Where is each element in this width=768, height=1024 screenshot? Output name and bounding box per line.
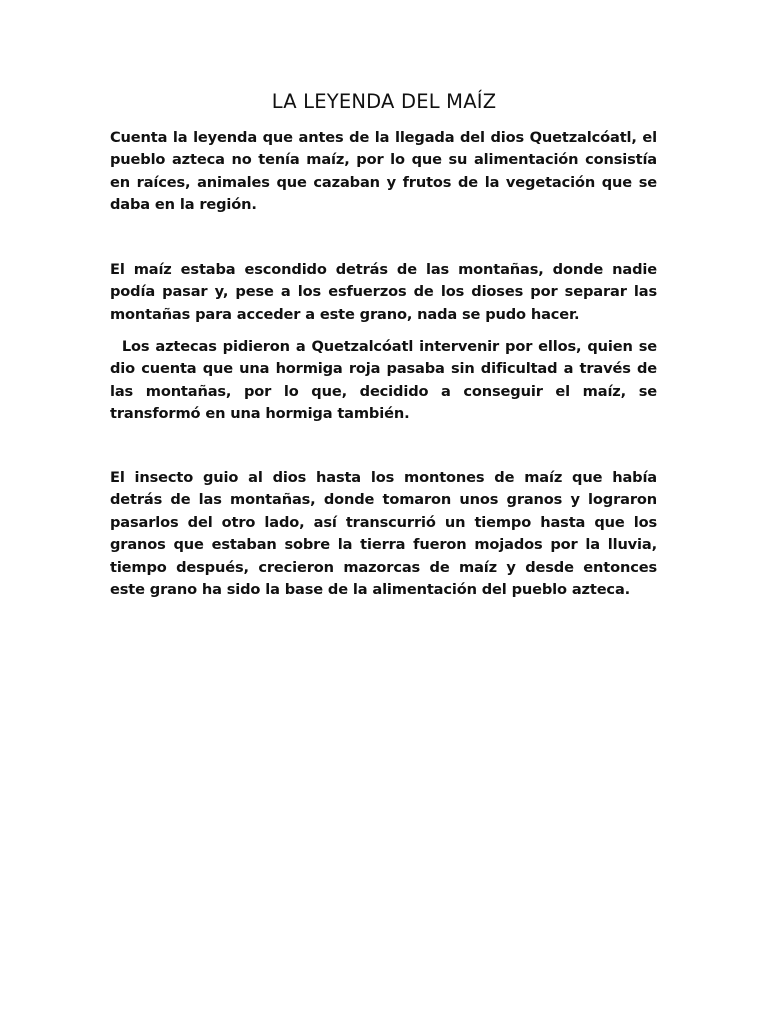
paragraph-hidden-maize: El maíz estaba escondido detrás de las montañas, donde nadie podía pasar y, pese a los esfuerzos de los dioses por separar las montañas para acceder a este grano, nada se pudo hacer. (110, 261, 657, 323)
paragraph-quetzalcoatl-ant: Los aztecas pidieron a Quetzalcóatl intervenir por ellos, quien se dio cuenta que una hormiga roja pasaba sin dificultad a través de las montañas, por lo que, decidido a conseguir el maíz, se transformó en una hormiga también. (110, 338, 657, 423)
document-title: LA LEYENDA DEL MAÍZ (271, 90, 497, 113)
paragraph-intro: Cuenta la leyenda que antes de la llegada del dios Quetzalcóatl, el pueblo azteca no tenía maíz, por lo que su alimentación consistía en raíces, animales que cazaban y frutos de la vegetación que se daba en la región. (110, 129, 657, 214)
paragraph-maize-harvest: El insecto guio al dios hasta los montones de maíz que había detrás de las montañas, donde tomaron unos granos y lograron pasarlos del otro lado, así transcurrió un tiempo hasta que los granos que estaban sobre la tierra fueron mojados por la lluvia, tiempo después, crecieron mazorcas de maíz y desde entonces este grano ha sido la base de la alimentación del pueblo azteca. (110, 469, 657, 599)
